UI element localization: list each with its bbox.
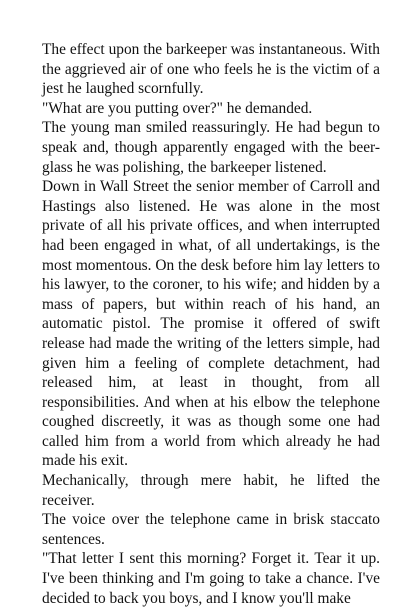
paragraph-1: The effect upon the barkeeper was instantaneous. With the aggrieved air of one who feels he is the victim of a jest he laughed scornfully. — [42, 41, 380, 98]
paragraph-7: "That letter I sent this morning? Forget it. Tear it up. I've been thinking and I'm going to take a chance. I've decided to back you boys, and I know you'll make — [42, 550, 380, 607]
paragraph-5: Mechanically, through mere habit, he lifted the receiver. — [42, 472, 380, 509]
paragraph-3: The young man smiled reassuringly. He had begun to speak and, though apparently engaged with the beer-glass he was polishing, the barkeeper listened. — [42, 119, 380, 176]
document-page — [42, 40, 380, 608]
paragraph-4: Down in Wall Street the senior member of Carroll and Hastings also listened. He was alone in the most private of all his private offices, and when interrupted had been engaged in what, of all undertakings, is the most momentous. On the desk before him lay letters to his lawyer, to the coroner, to his wife; and hidden by a mass of papers, but within reach of his hand, an automatic pistol. The promise it offered of swift release had made the writing of the letters simple, had given him a feeling of complete detachment, had released him, at least in thought, from all responsibilities. And when at his elbow the telephone coughed discreetly, it was as though some one had called him from a world from which already he had made his exit. — [42, 178, 380, 470]
paragraph-2: "What are you putting over?" he demanded. — [42, 99, 313, 117]
paragraph-6: The voice over the telephone came in brisk staccato sentences. — [42, 511, 380, 548]
